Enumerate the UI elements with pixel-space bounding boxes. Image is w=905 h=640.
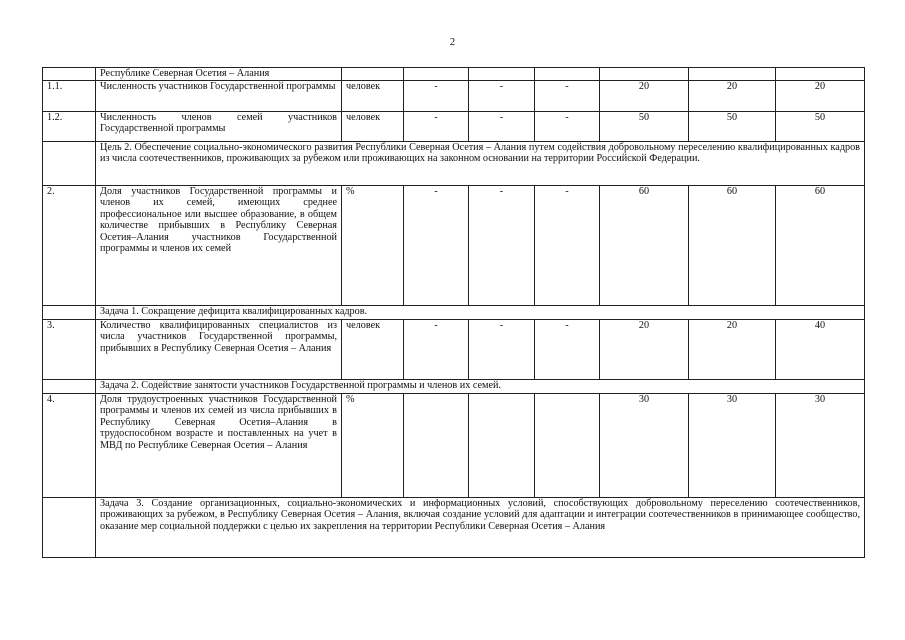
value-cell: 30 bbox=[776, 394, 865, 498]
value-cell: 40 bbox=[776, 320, 865, 380]
value-cell bbox=[689, 68, 776, 81]
unit-cell: % bbox=[342, 394, 404, 498]
value-cell bbox=[404, 394, 469, 498]
table-row bbox=[43, 81, 865, 112]
indicator-cell: Численность участников Государственной программы bbox=[96, 81, 342, 112]
value-cell: 20 bbox=[689, 81, 776, 112]
row-number-cell bbox=[43, 380, 96, 394]
section-row bbox=[43, 380, 865, 394]
row-number-cell: 2. bbox=[43, 186, 96, 306]
value-cell: 30 bbox=[600, 394, 689, 498]
unit-cell: человек bbox=[342, 81, 404, 112]
value-cell: 60 bbox=[600, 186, 689, 306]
table-row bbox=[43, 68, 865, 81]
table-row bbox=[43, 112, 865, 142]
task-3-heading: Задача 3. Создание организационных, социально-экономических и информационных условий, способствующих добровольному переселению соотечественников, проживающих за рубежом, в Республику Северная Осетия – Алания, включая создание условий для адаптации и интеграции соотечественников в принимающее сообщество, оказание мер социальной поддержки с целью их закрепления на территории Республики Северная Осетия – Алания bbox=[96, 498, 865, 558]
indicator-cell: Количество квалифицированных специалистов из числа участников Государственной программы, прибывших в Республику Северная Осетия – Алания bbox=[96, 320, 342, 380]
table-row bbox=[43, 394, 865, 498]
indicator-cell: Доля участников Государственной программы и членов их семей, имеющих среднее профессиональное или высшее образование, в общем количестве прибывших в Республику Северная Осетия–Алания участников Государственной программы и членов их семей bbox=[96, 186, 342, 306]
value-cell: - bbox=[535, 112, 600, 142]
value-cell: - bbox=[469, 112, 535, 142]
value-cell: 60 bbox=[776, 186, 865, 306]
value-cell: - bbox=[404, 81, 469, 112]
value-cell: - bbox=[404, 112, 469, 142]
value-cell: 50 bbox=[776, 112, 865, 142]
value-cell bbox=[600, 68, 689, 81]
value-cell: 20 bbox=[600, 81, 689, 112]
value-cell: - bbox=[535, 186, 600, 306]
section-row bbox=[43, 498, 865, 558]
value-cell bbox=[776, 68, 865, 81]
task-1-heading: Задача 1. Сокращение дефицита квалифицированных кадров. bbox=[96, 306, 865, 320]
value-cell: - bbox=[404, 186, 469, 306]
value-cell: 50 bbox=[600, 112, 689, 142]
unit-cell: % bbox=[342, 186, 404, 306]
task-2-heading: Задача 2. Содействие занятости участников Государственной программы и членов их семей. bbox=[96, 380, 865, 394]
value-cell: - bbox=[404, 320, 469, 380]
row-number-cell: 1.2. bbox=[43, 112, 96, 142]
unit-cell: человек bbox=[342, 320, 404, 380]
table-row bbox=[43, 186, 865, 306]
goal-2-heading: Цель 2. Обеспечение социально-экономического развития Республики Северная Осетия – Алания путем содействия добровольному переселению квалифицированных кадров из числа соотечественников, проживающих за рубежом или проживающих на законном основании на территории Российской Федерации. bbox=[96, 142, 865, 186]
section-row bbox=[43, 306, 865, 320]
value-cell: - bbox=[535, 320, 600, 380]
indicator-cell: Доля трудоустроенных участников Государственной программы и членов их семей из числа прибывших в Республику Северная Осетия–Алания в трудоспособном возрасте и поставленных на учет в МВД по Республике Северная Осетия – Алания bbox=[96, 394, 342, 498]
value-cell bbox=[535, 394, 600, 498]
section-row bbox=[43, 142, 865, 186]
value-cell: - bbox=[469, 81, 535, 112]
row-number-cell bbox=[43, 306, 96, 320]
row-number-cell: 4. bbox=[43, 394, 96, 498]
value-cell: 30 bbox=[689, 394, 776, 498]
indicator-cell: Республике Северная Осетия – Алания bbox=[96, 68, 342, 81]
value-cell bbox=[469, 394, 535, 498]
row-number-cell bbox=[43, 498, 96, 558]
value-cell: 60 bbox=[689, 186, 776, 306]
row-number-cell: 1.1. bbox=[43, 81, 96, 112]
unit-cell: человек bbox=[342, 112, 404, 142]
value-cell bbox=[535, 68, 600, 81]
indicator-cell: Численность членов семей участников Государственной программы bbox=[96, 112, 342, 142]
value-cell bbox=[404, 68, 469, 81]
value-cell: - bbox=[469, 186, 535, 306]
row-number-cell bbox=[43, 142, 96, 186]
unit-cell bbox=[342, 68, 404, 81]
value-cell: - bbox=[535, 81, 600, 112]
value-cell: 20 bbox=[776, 81, 865, 112]
value-cell: 20 bbox=[600, 320, 689, 380]
value-cell bbox=[469, 68, 535, 81]
value-cell: - bbox=[469, 320, 535, 380]
row-number-cell bbox=[43, 68, 96, 81]
page-number: 2 bbox=[449, 37, 456, 48]
value-cell: 20 bbox=[689, 320, 776, 380]
table-row bbox=[43, 320, 865, 380]
indicators-table bbox=[42, 67, 865, 558]
row-number-cell: 3. bbox=[43, 320, 96, 380]
value-cell: 50 bbox=[689, 112, 776, 142]
